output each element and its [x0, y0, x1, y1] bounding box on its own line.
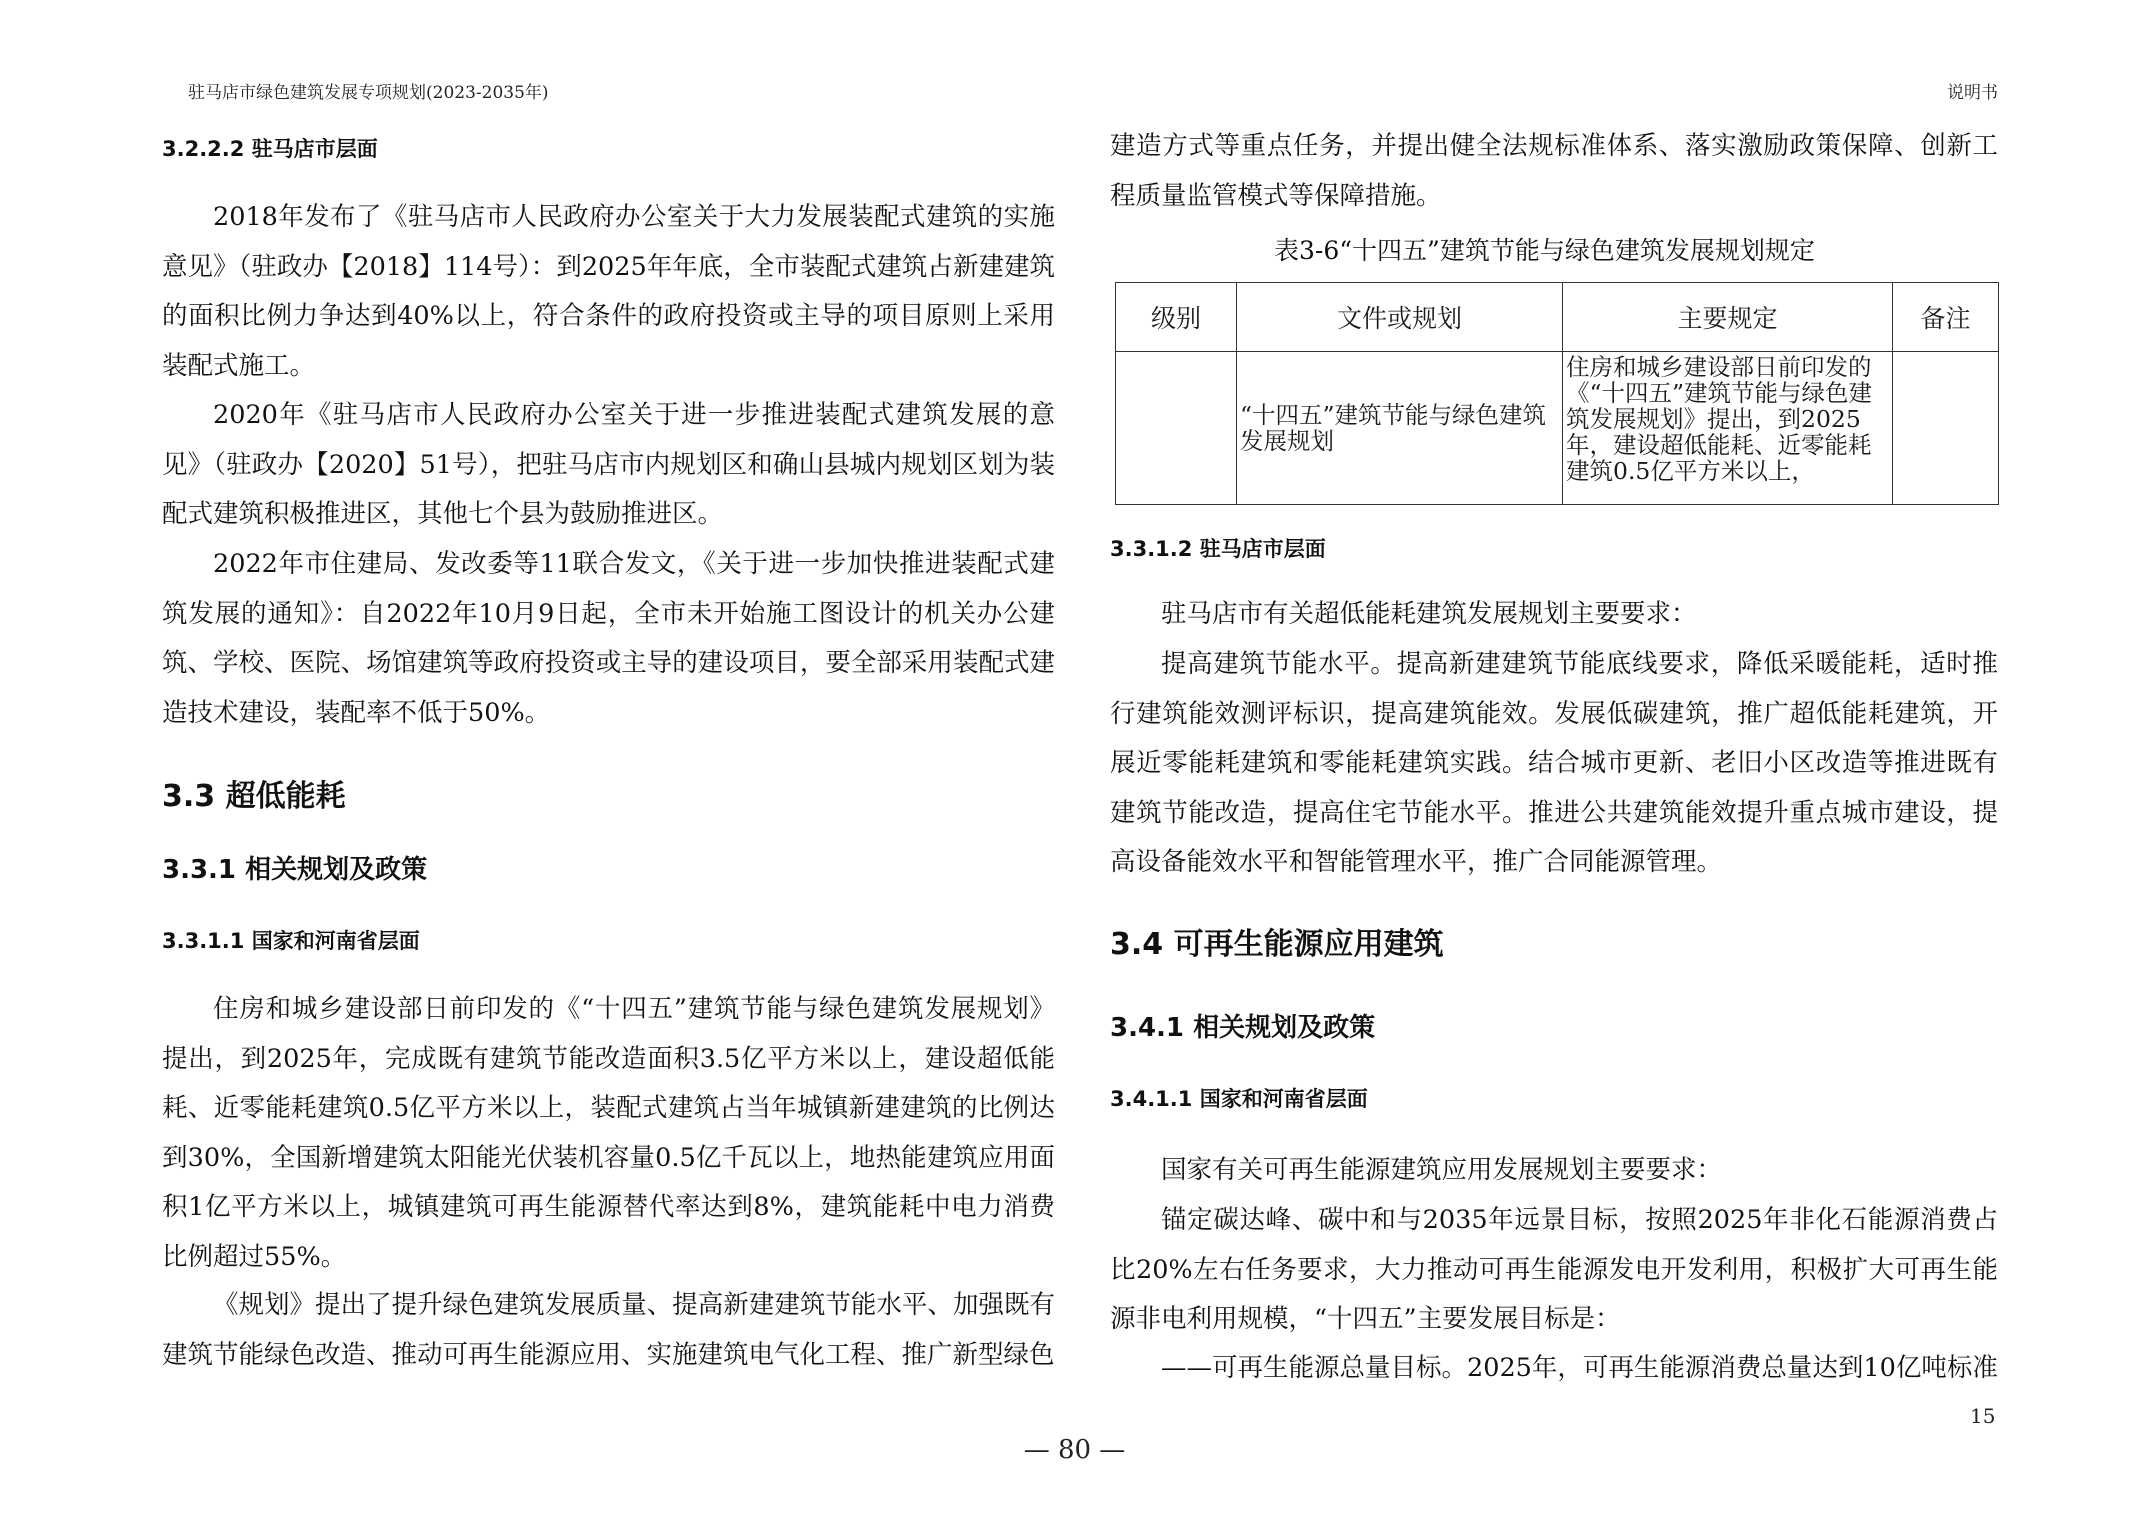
paragraph-local-requirements: 驻马店市有关超低能耗建筑发展规划主要要求：: [1161, 599, 1697, 629]
table-header-cell: 文件或规划: [1237, 283, 1563, 352]
heading-3-3-1-2: 3.3.1.2 驻马店市层面: [1110, 537, 1326, 561]
table-cell-provision: 住房和城乡建设部日前印发的《“十四五”建筑节能与绿色建筑发展规划》提出，到2025年，建设超低能耗、近零能耗建筑0.5亿平方米以上，: [1563, 352, 1893, 505]
heading-3-4: 3.4 可再生能源应用建筑: [1110, 927, 1444, 962]
paragraph-plan-tasks: 《规划》提出了提升绿色建筑发展质量、提高新建建筑节能水平、加强既有建筑节能绿色改造、推动可再生能源应用、实施建筑电气化工程、推广新型绿色: [162, 1290, 1055, 1370]
paragraph-renewable-requirements: 国家有关可再生能源建筑应用发展规划主要要求：: [1161, 1155, 1723, 1185]
paragraph-energy-efficiency: 提高建筑节能水平。提高新建建筑节能底线要求，降低采暖能耗，适时推行建筑能效测评标识，提高建筑能效。发展低碳建筑，推广超低能耗建筑，开展近零能耗建筑和零能耗建筑实践。结合城市更新、老旧小区改造等推进既有建筑节能改造，提高住宅节能水平。推进公共建筑能效提升重点城市建设，提高设备能效水平和智能管理水平，推广合同能源管理。: [1110, 649, 1998, 877]
table-cell-note: [1893, 352, 1999, 505]
paragraph-2020-policy: 2020年《驻马店市人民政府办公室关于进一步推进装配式建筑发展的意见》（驻政办【2020】51号），把驻马店市内规划区和确山县城内规划区划为装配式建筑积极推进区，其他七个县为鼓励推进区。: [162, 400, 1055, 529]
footer-page-number: — 80 —: [1023, 1435, 1126, 1465]
table-cell-document: “十四五”建筑节能与绿色建筑发展规划: [1237, 352, 1563, 505]
paragraph-renewable-targets: 锚定碳达峰、碳中和与2035年远景目标，按照2025年非化石能源消费占比20%左右任务要求，大力推动可再生能源发电开发利用，积极扩大可再生能源非电利用规模，“十四五”主要发展目标是：: [1110, 1205, 1998, 1334]
header-title: 驻马店市绿色建筑发展专项规划(2023-2035年): [188, 83, 549, 103]
heading-3-4-1-1: 3.4.1.1 国家和河南省层面: [1110, 1087, 1368, 1111]
paragraph-total-target: ——可再生能源总量目标。2025年，可再生能源消费总量达到10亿吨标准: [1161, 1353, 1998, 1383]
regulation-table: [1115, 282, 1999, 505]
paragraph-2018-policy: 2018年发布了《驻马店市人民政府办公室关于大力发展装配式建筑的实施意见》（驻政办【2018】114号）：到2025年年底，全市装配式建筑占新建建筑的面积比例力争达到40%以上，符合条件的政府投资或主导的项目原则上采用装配式施工。: [162, 202, 1055, 381]
heading-3-3-1-1: 3.3.1.1 国家和河南省层面: [162, 929, 420, 953]
paragraph-national-plan: 住房和城乡建设部日前印发的《“十四五”建筑节能与绿色建筑发展规划》提出，到2025年，完成既有建筑节能改造面积3.5亿平方米以上，建设超低能耗、近零能耗建筑0.5亿平方米以上，装配式建筑占当年城镇新建建筑的比例达到30%，全国新增建筑太阳能光伏装机容量0.5亿千瓦以上，地热能建筑应用面积1亿平方米以上，城镇建筑可再生能源替代率达到8%，建筑能耗中电力消费比例超过55%。: [162, 994, 1055, 1272]
header-doc-type: 说明书: [1947, 83, 1998, 103]
table-header-cell: 级别: [1116, 283, 1237, 352]
table-header-cell: 主要规定: [1563, 283, 1893, 352]
table-header-cell: 备注: [1893, 283, 1999, 352]
heading-3-3: 3.3 超低能耗: [162, 779, 346, 814]
table-cell-level: [1116, 352, 1237, 505]
heading-3-2-2-2: 3.2.2.2 驻马店市层面: [162, 137, 378, 161]
table-caption: 表3-6“十四五”建筑节能与绿色建筑发展规划规定: [1274, 236, 1815, 265]
table-row: [1116, 352, 1999, 505]
paragraph-continued: 建造方式等重点任务，并提出健全法规标准体系、落实激励政策保障、创新工程质量监管模式等保障措施。: [1110, 131, 1998, 211]
heading-3-3-1: 3.3.1 相关规划及政策: [162, 855, 428, 885]
paragraph-2022-policy: 2022年市住建局、发改委等11联合发文，《关于进一步加快推进装配式建筑发展的通知》：自2022年10月9日起，全市未开始施工图设计的机关办公建筑、学校、医院、场馆建筑等政府投资或主导的建设项目，要全部采用装配式建造技术建设，装配率不低于50%。: [162, 549, 1055, 728]
inner-page-number: 15: [1970, 1404, 1996, 1428]
heading-3-4-1: 3.4.1 相关规划及政策: [1110, 1013, 1376, 1043]
table-header-row: [1116, 283, 1999, 352]
